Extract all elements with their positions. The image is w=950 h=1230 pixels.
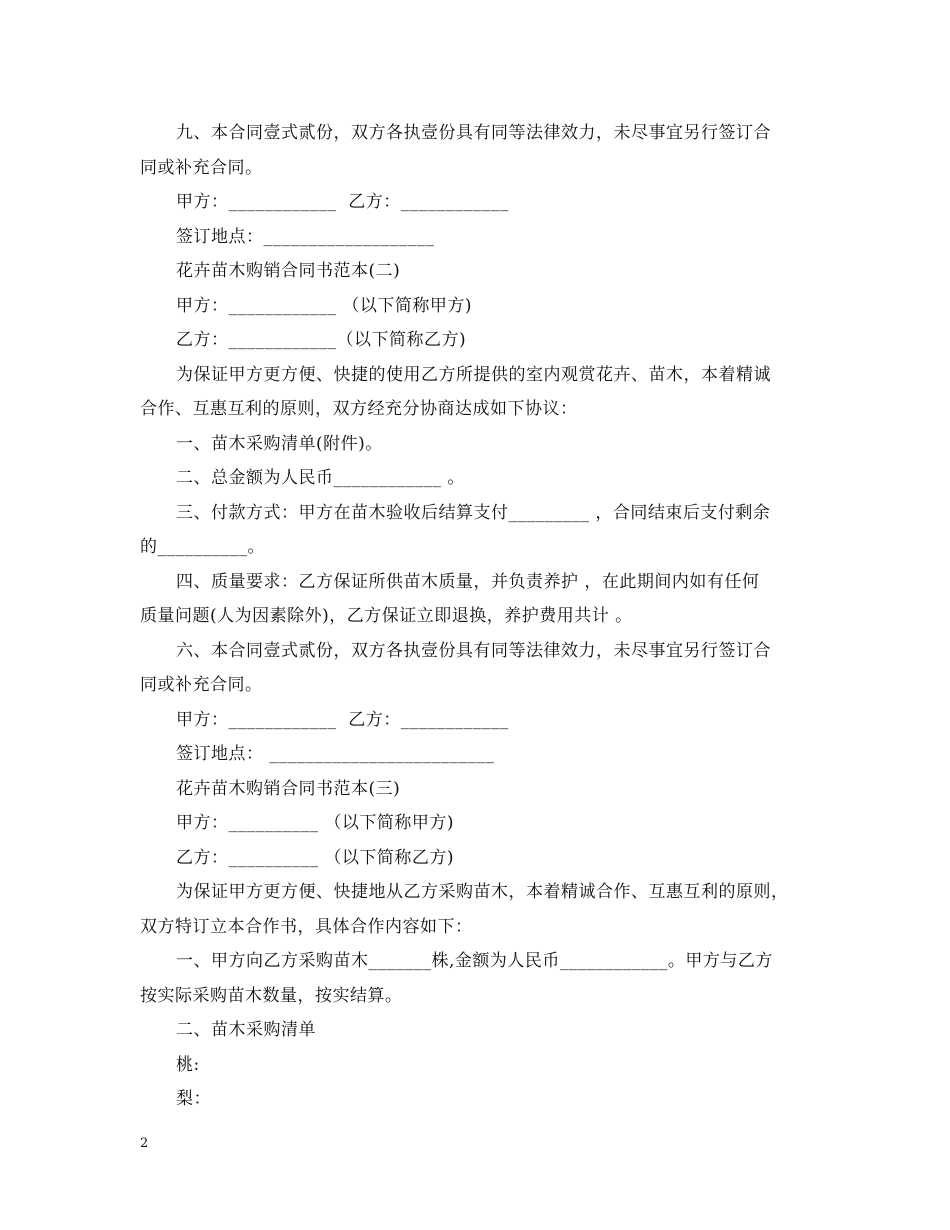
preamble-2-line-1: 为保证甲方更方便、快捷的使用乙方所提供的室内观赏花卉、苗木，本着精诚 — [176, 365, 771, 385]
party-a-3: 甲方：__________ （以下简称甲方) — [176, 813, 455, 833]
party-b-2: 乙方：____________（以下简称乙方) — [176, 330, 467, 350]
clause-1-order-line-1: 一、甲方向乙方采购苗木_______株,金额为人民币____________。甲方与乙方 — [176, 951, 773, 971]
clause-3-payment-line-2: 的__________。 — [140, 537, 265, 557]
list-item-peach: 桃: — [176, 1055, 200, 1075]
clause-1-order-line-2: 按实际采购苗木数量，按实结算。 — [140, 986, 403, 1006]
preamble-2-line-2: 合作、互惠互利的原则，双方经充分协商达成如下协议： — [140, 399, 578, 419]
party-b-3: 乙方：__________ （以下简称乙方) — [176, 848, 455, 868]
clause-3-payment-line-1: 三、付款方式：甲方在苗木验收后结算支付_________ ，合同结束后支付剩余 — [176, 503, 771, 523]
contract-title-3: 花卉苗木购销合同书范本(三) — [176, 779, 401, 799]
clause-6-line-1: 六、本合同壹式贰份，双方各执壹份具有同等法律效力，未尽事宜另行签订合 — [176, 641, 771, 661]
list-item-pear: 梨： — [176, 1089, 211, 1109]
preamble-3-line-2: 双方特订立本合作书，具体合作内容如下： — [140, 917, 473, 937]
preamble-3-line-1: 为保证甲方更方便、快捷地从乙方采购苗木，本着精诚合作、互惠互利的原则， — [176, 882, 789, 902]
clause-4-quality-line-1: 四、质量要求：乙方保证所供苗木质量，并负责养护 ，在此期间内如有任何 — [176, 572, 760, 592]
clause-2-total-amount: 二、总金额为人民币____________ 。 — [176, 468, 465, 488]
page-number: 2 — [140, 1136, 149, 1151]
contract-title-2: 花卉苗木购销合同书范本(二) — [176, 261, 401, 281]
party-a-2: 甲方：____________ （以下简称甲方) — [176, 296, 473, 316]
clause-6-line-2: 同或补充合同。 — [140, 675, 263, 695]
clause-2-list-heading: 二、苗木采购清单 — [176, 1020, 316, 1040]
signing-place-2: 签订地点： _________________________ — [176, 744, 495, 764]
signing-place-1: 签订地点：___________________ — [176, 227, 435, 247]
clause-1-purchase-list: 一、苗木采购清单(附件)。 — [176, 434, 383, 454]
signature-parties-1: 甲方：____________ 乙方：____________ — [176, 192, 509, 212]
signature-parties-2: 甲方：____________ 乙方：____________ — [176, 710, 509, 730]
clause-4-quality-line-2: 质量问题(人为因素除外)，乙方保证立即退换，养护费用共计 。 — [140, 606, 633, 626]
clause-9-line-2: 同或补充合同。 — [140, 158, 263, 178]
clause-9-line-1: 九、本合同壹式贰份，双方各执壹份具有同等法律效力，未尽事宜另行签订合 — [176, 123, 771, 143]
